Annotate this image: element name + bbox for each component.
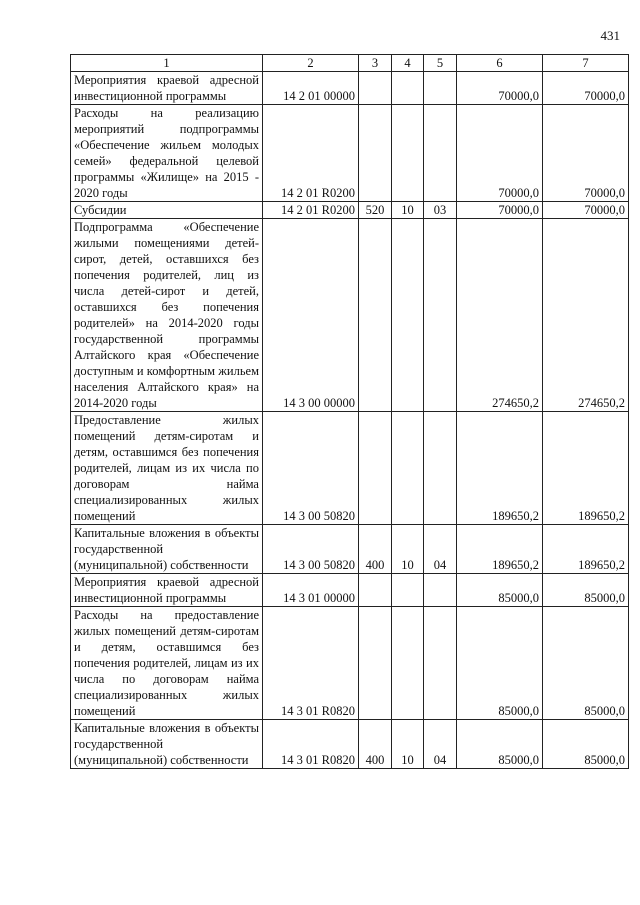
row-col5: 04 <box>424 720 457 769</box>
row-col3 <box>359 219 392 412</box>
row-code: 14 3 01 R0820 <box>263 607 359 720</box>
table-row <box>71 574 629 607</box>
row-col4 <box>392 574 424 607</box>
row-name: Капитальные вложения в объекты государственной (муниципальной) собственности <box>71 720 263 769</box>
row-col4 <box>392 72 424 105</box>
row-col4 <box>392 105 424 202</box>
row-col3 <box>359 607 392 720</box>
row-col5 <box>424 574 457 607</box>
row-name: Предоставление жилых помещений детям-сиротам и детям, оставшимся без попечения родителей, лицам из их числа по договорам найма специализированных жилых помещений <box>71 412 263 525</box>
row-name: Подпрограмма «Обеспечение жилыми помещениями детей-сирот, детей, оставшихся без попечения родителей, лиц из числа детей-сирот и детей, оставшихся без попечения родителей» на 2014-2020 годы государственной программы Алтайского края «Обеспечение доступным и комфортным жильем населения Алтайского края» на 2014-2020 годы <box>71 219 263 412</box>
row-amount-6: 85000,0 <box>457 720 543 769</box>
row-col3: 400 <box>359 525 392 574</box>
row-amount-6: 70000,0 <box>457 72 543 105</box>
row-amount-7: 85000,0 <box>543 574 629 607</box>
table-row <box>71 525 629 574</box>
row-col5: 03 <box>424 202 457 219</box>
table-row <box>71 607 629 720</box>
row-code: 14 2 01 R0200 <box>263 202 359 219</box>
row-name: Расходы на предоставление жилых помещений детям-сиротам и детям, оставшимся без попечения родителей, лицам из их числа по договорам найма специализированных жилых помещений <box>71 607 263 720</box>
row-name: Мероприятия краевой адресной инвестиционной программы <box>71 72 263 105</box>
column-header: 2 <box>263 55 359 72</box>
row-col4: 10 <box>392 202 424 219</box>
row-col3 <box>359 72 392 105</box>
row-code: 14 3 00 50820 <box>263 412 359 525</box>
row-col5 <box>424 105 457 202</box>
row-col5 <box>424 219 457 412</box>
row-code: 14 3 00 50820 <box>263 525 359 574</box>
row-name: Субсидии <box>71 202 263 219</box>
row-name: Расходы на реализацию мероприятий подпрограммы «Обеспечение жильем молодых семей» федеральной целевой программы «Жилище» на 2015 - 2020 годы <box>71 105 263 202</box>
row-col4: 10 <box>392 720 424 769</box>
row-col5 <box>424 607 457 720</box>
row-col4 <box>392 219 424 412</box>
row-col3: 520 <box>359 202 392 219</box>
row-amount-6: 85000,0 <box>457 574 543 607</box>
row-code: 14 3 00 00000 <box>263 219 359 412</box>
row-amount-7: 70000,0 <box>543 72 629 105</box>
row-col4: 10 <box>392 525 424 574</box>
row-col4 <box>392 607 424 720</box>
row-code: 14 2 01 R0200 <box>263 105 359 202</box>
row-amount-7: 189650,2 <box>543 412 629 525</box>
row-col3 <box>359 105 392 202</box>
column-header: 3 <box>359 55 392 72</box>
row-col5 <box>424 412 457 525</box>
row-amount-7: 70000,0 <box>543 202 629 219</box>
row-col4 <box>392 412 424 525</box>
table-row <box>71 219 629 412</box>
row-amount-6: 70000,0 <box>457 202 543 219</box>
table-row <box>71 202 629 219</box>
table-row <box>71 720 629 769</box>
row-amount-6: 274650,2 <box>457 219 543 412</box>
row-amount-7: 70000,0 <box>543 105 629 202</box>
row-code: 14 2 01 00000 <box>263 72 359 105</box>
column-header: 6 <box>457 55 543 72</box>
row-amount-7: 85000,0 <box>543 607 629 720</box>
table-row <box>71 412 629 525</box>
row-amount-6: 189650,2 <box>457 525 543 574</box>
row-amount-6: 85000,0 <box>457 607 543 720</box>
row-name: Капитальные вложения в объекты государственной (муниципальной) собственности <box>71 525 263 574</box>
row-col3 <box>359 574 392 607</box>
budget-table <box>70 54 629 769</box>
column-header: 1 <box>71 55 263 72</box>
table-row <box>71 72 629 105</box>
row-amount-6: 70000,0 <box>457 105 543 202</box>
row-col5: 04 <box>424 525 457 574</box>
row-name: Мероприятия краевой адресной инвестиционной программы <box>71 574 263 607</box>
row-col3: 400 <box>359 720 392 769</box>
row-amount-6: 189650,2 <box>457 412 543 525</box>
row-col5 <box>424 72 457 105</box>
row-code: 14 3 01 R0820 <box>263 720 359 769</box>
row-col3 <box>359 412 392 525</box>
table-row <box>71 105 629 202</box>
row-amount-7: 85000,0 <box>543 720 629 769</box>
row-code: 14 3 01 00000 <box>263 574 359 607</box>
column-header: 4 <box>392 55 424 72</box>
page-number: 431 <box>600 28 620 43</box>
column-header: 5 <box>424 55 457 72</box>
header-row <box>71 55 629 72</box>
column-header: 7 <box>543 55 629 72</box>
row-amount-7: 274650,2 <box>543 219 629 412</box>
row-amount-7: 189650,2 <box>543 525 629 574</box>
